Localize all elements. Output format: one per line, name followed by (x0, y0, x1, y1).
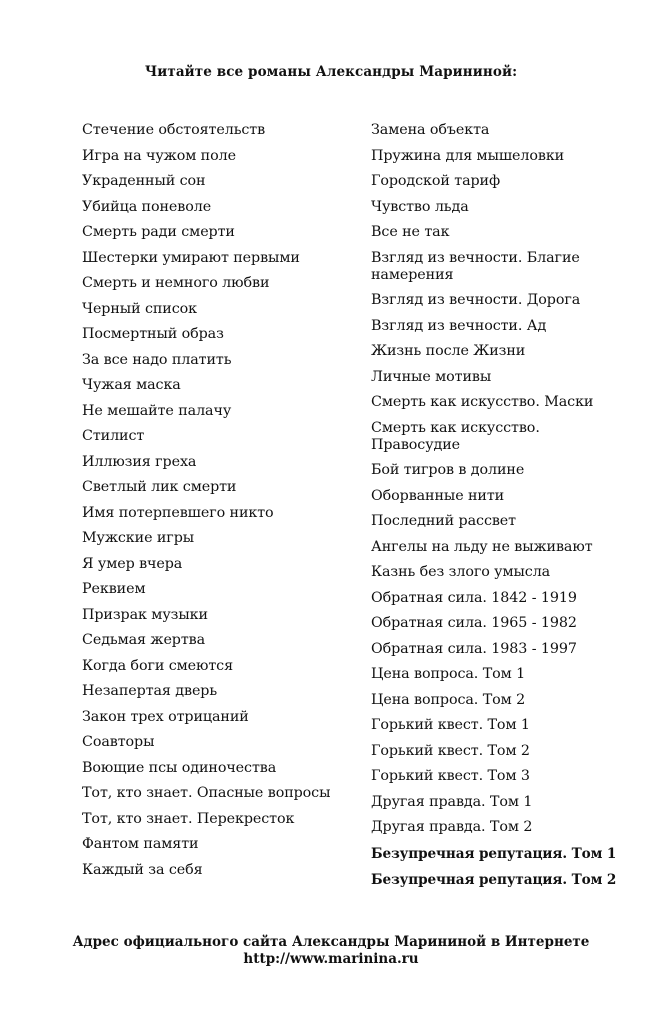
novel-title: Реквием (82, 581, 146, 597)
novel-title: Городской тариф (371, 173, 501, 189)
novel-title: Иллюзия греха (82, 453, 197, 470)
footer (0, 934, 662, 968)
novel-title: Обратная сила. 1983 - 1997 (371, 640, 577, 657)
novel-title: Украденный сон (82, 173, 206, 189)
novel-title: Каждый за себя (82, 861, 203, 878)
novel-title: Другая правда. Том 1 (371, 793, 533, 810)
novel-title: Безупречная репутация. Том 2 (371, 872, 617, 888)
novel-title: Обратная сила. 1842 - 1919 (371, 589, 577, 606)
page-heading: Читайте все романы Александры Марининой: (144, 64, 518, 80)
novel-title: Чужая маска (82, 377, 181, 393)
novel-title: Все не так (371, 224, 450, 240)
novel-title: Седьмая жертва (82, 632, 206, 648)
novel-title: Посмертный образ (82, 326, 224, 342)
novel-title: Когда боги смеются (82, 657, 233, 674)
novel-title: Взгляд из вечности. Ад (371, 317, 547, 334)
novel-title: Игра на чужом поле (82, 147, 236, 164)
novel-title: Черный список (82, 300, 197, 317)
novel-title: Смерть как искусство. Правосудие (371, 419, 540, 453)
novel-title: Стечение обстоятельств (82, 122, 266, 138)
novel-title: Цена вопроса. Том 2 (371, 691, 526, 708)
novel-title: Горький квест. Том 3 (371, 768, 530, 784)
novel-title: Горький квест. Том 1 (371, 717, 530, 733)
novel-title: Не мешайте палачу (82, 402, 232, 419)
novel-title: Жизнь после Жизни (371, 343, 526, 359)
novel-title: Закон трех отрицаний (82, 708, 249, 725)
novel-title: Убийца поневоле (82, 198, 212, 215)
novel-title: Незапертая дверь (82, 683, 218, 699)
novel-title: Смерть ради смерти (82, 224, 235, 240)
novel-title: Призрак музыки (82, 606, 208, 623)
novel-title: Тот, кто знает. Перекресток (82, 810, 295, 827)
novel-title: Безупречная репутация. Том 1 (371, 845, 617, 862)
novel-list-right (371, 118, 631, 894)
novel-title: Шестерки умирают первыми (82, 249, 300, 266)
novel-title: Замена объекта (371, 122, 490, 138)
novel-title: Последний рассвет (371, 513, 516, 529)
novel-title: Тот, кто знает. Опасные вопросы (82, 785, 331, 801)
novel-list-left (82, 118, 352, 883)
novel-title: Цена вопроса. Том 1 (371, 666, 526, 682)
novel-title: Имя потерпевшего никто (82, 504, 274, 521)
novel-title: Фантом памяти (82, 836, 199, 852)
novel-title: Горький квест. Том 2 (371, 742, 530, 759)
novel-title: Я умер вчера (82, 555, 183, 572)
novel-title: Взгляд из вечности. Дорога (371, 292, 581, 308)
novel-title: Смерть как искусство. Маски (371, 394, 594, 410)
novel-title: Светлый лик смерти (82, 479, 237, 495)
novel-title: Смерть и немного любви (82, 275, 270, 291)
novel-title: Воющие псы одиночества (82, 759, 277, 776)
novel-title: Взгляд из вечности. Благие намерения (371, 249, 580, 283)
novel-title: Пружина для мышеловки (371, 147, 565, 164)
novel-title: Стилист (82, 428, 145, 444)
novel-title: Личные мотивы (371, 368, 492, 385)
novel-title: Бой тигров в долине (371, 462, 525, 478)
novel-title: Ангелы на льду не выживают (371, 538, 593, 555)
novel-title: За все надо платить (82, 351, 232, 368)
novel-title: Обратная сила. 1965 - 1982 (371, 615, 577, 631)
novel-title: Казнь без злого умысла (371, 564, 551, 580)
novel-title: Мужские игры (82, 530, 195, 546)
novel-title: Чувство льда (371, 198, 469, 215)
footer-site-url: http://www.marinina.ru (243, 951, 419, 967)
novel-title: Соавторы (82, 734, 155, 750)
novel-title: Оборванные нити (371, 487, 505, 504)
novel-title: Другая правда. Том 2 (371, 819, 533, 835)
footer-site-caption: Адрес официального сайта Александры Марининой в Интернете (72, 934, 590, 950)
